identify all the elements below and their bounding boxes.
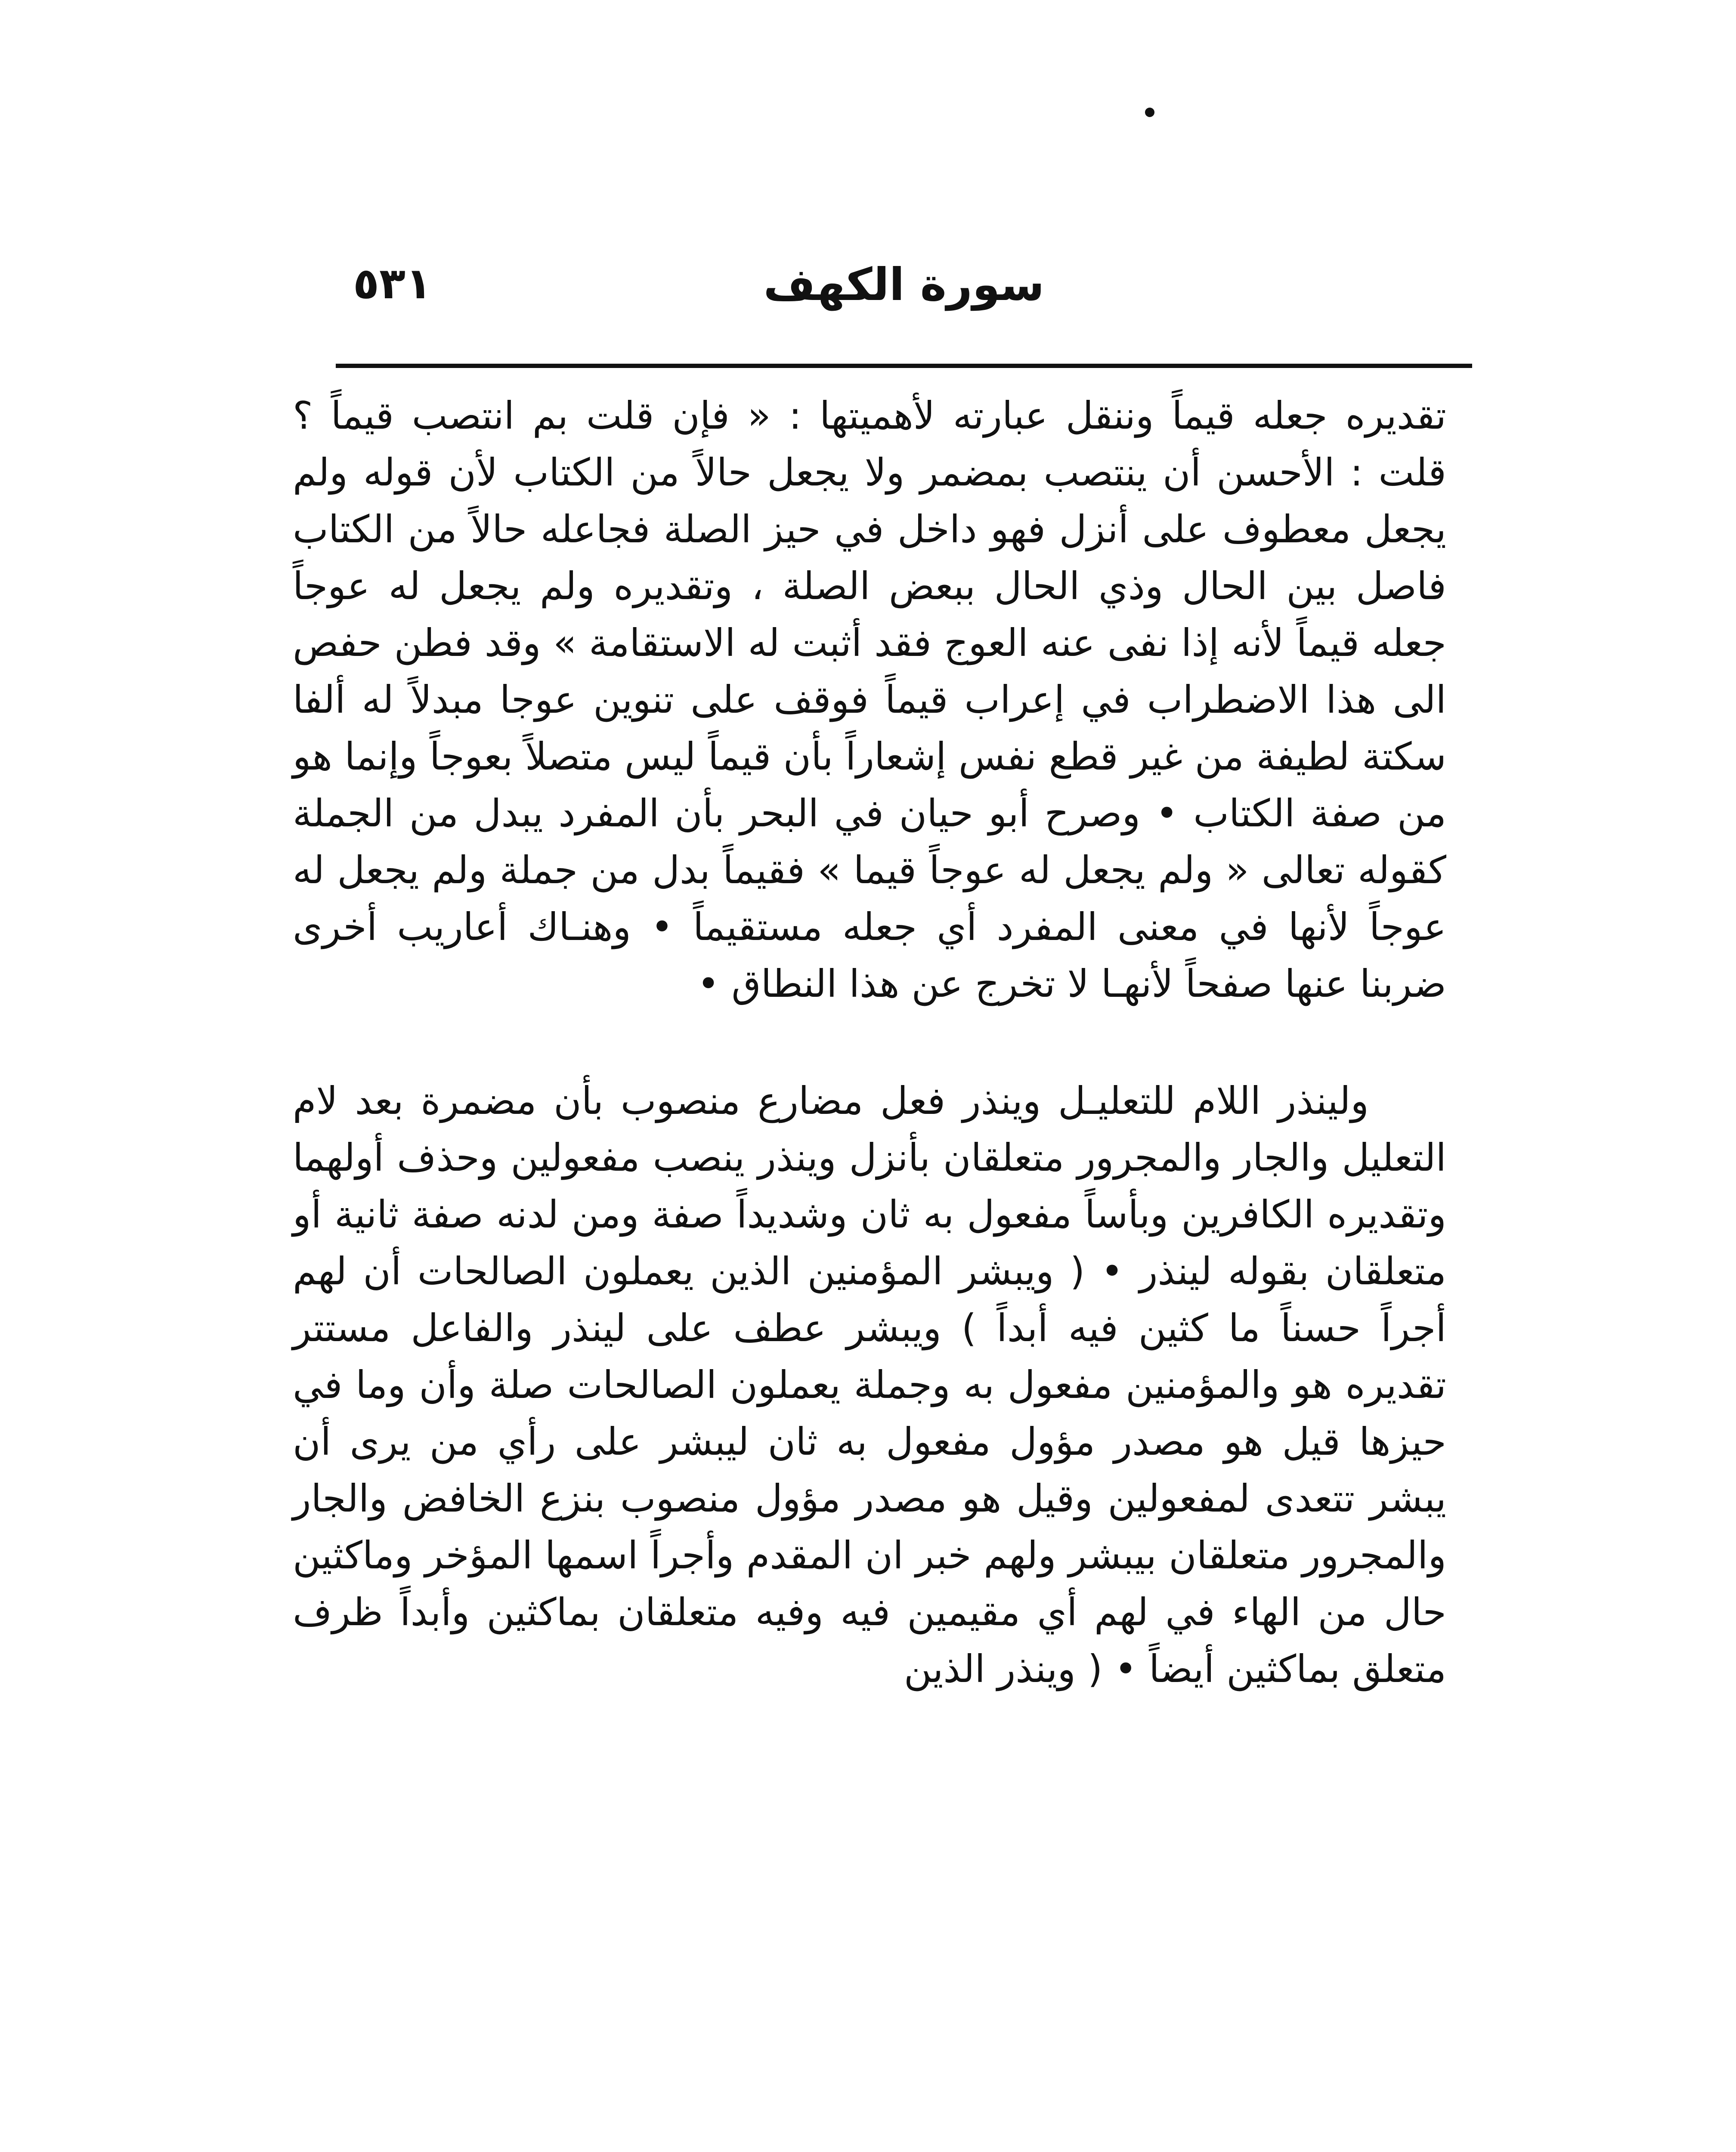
surah-title: سورة الكهف xyxy=(763,258,1045,311)
page-header xyxy=(336,241,1472,318)
paragraph-first: تقديره جعله قيماً وننقل عبارته لأهميتها : « فإن قلت بم انتصب قيماً ؟ قلت : الأحسن أن ينتصب بمضمر ولا يجعل حالاً من الكتاب لأن قوله ولم يجعل معطوف على أنزل فهو داخل في حيز الصلة فجاعله حالاً من الكتاب فاصل بين الحال وذي الحال ببعض الصلة ، وتقديره ولم يجعل له عوجاً جعله قيماً لأنه إذا نفى عنه العوج فقد أثبت له الاستقامة » وقد فطن حفص الى هذا الاضطراب في إعراب قيماً فوقف على تنوين عوجا مبدلاً له ألفا سكتة لطيفة من غير قطع نفس إشعاراً بأن قيماً ليس متصلاً بعوجاً وإنما هو من صفة الكتاب • وصرح أبو حيان في البحر بأن المفرد يبدل من الجملة كقوله تعالى « ولم يجعل له عوجاً قيما » فقيماً بدل من جملة ولم يجعل له عوجاً لأنها في معنى المفرد أي جعله مستقيماً • وهنـاك أعاريب أخرى ضربنا عنها صفحاً لأنهـا لا تخرج عن هذا النطاق • xyxy=(293,393,1446,1006)
header-divider xyxy=(336,364,1472,368)
paragraph-second: ولينذر اللام للتعليـل وينذر فعل مضارع منصوب بأن مضمرة بعد لام التعليل والجار والمجرور متعلقان بأنزل وينذر ينصب مفعولين وحذف أولهما وتقديره الكافرين وبأساً مفعول به ثان وشديداً صفة ومن لدنه صفة ثانية أو متعلقان بقوله لينذر • ( ويبشر المؤمنين الذين يعملون الصالحات أن لهم أجراً حسناً ما كثين فيه أبداً ) ويبشر عطف على لينذر والفاعل مستتر تقديره هو والمؤمنين مفعول به وجملة يعملون الصالحات صلة وأن وما في حيزها قيل هو مصدر مؤول مفعول به ثان ليبشر على رأي من يرى أن يبشر تتعدى لمفعولين وقيل هو مصدر مؤول منصوب بنزع الخافض والجار والمجرور متعلقان بيبشر ولهم خبر ان المقدم وأجراً اسمها المؤخر وماكثين حال من الهاء في لهم أي مقيمين فيه وفيه متعلقان بماكثين وأبداً ظرف متعلق بماكثين أيضاً • ( وينذر الذين xyxy=(293,1079,1446,1691)
page-number: ٥٣١ xyxy=(353,258,432,309)
page-mark-dot xyxy=(1145,108,1154,117)
page-body xyxy=(293,387,1446,1758)
